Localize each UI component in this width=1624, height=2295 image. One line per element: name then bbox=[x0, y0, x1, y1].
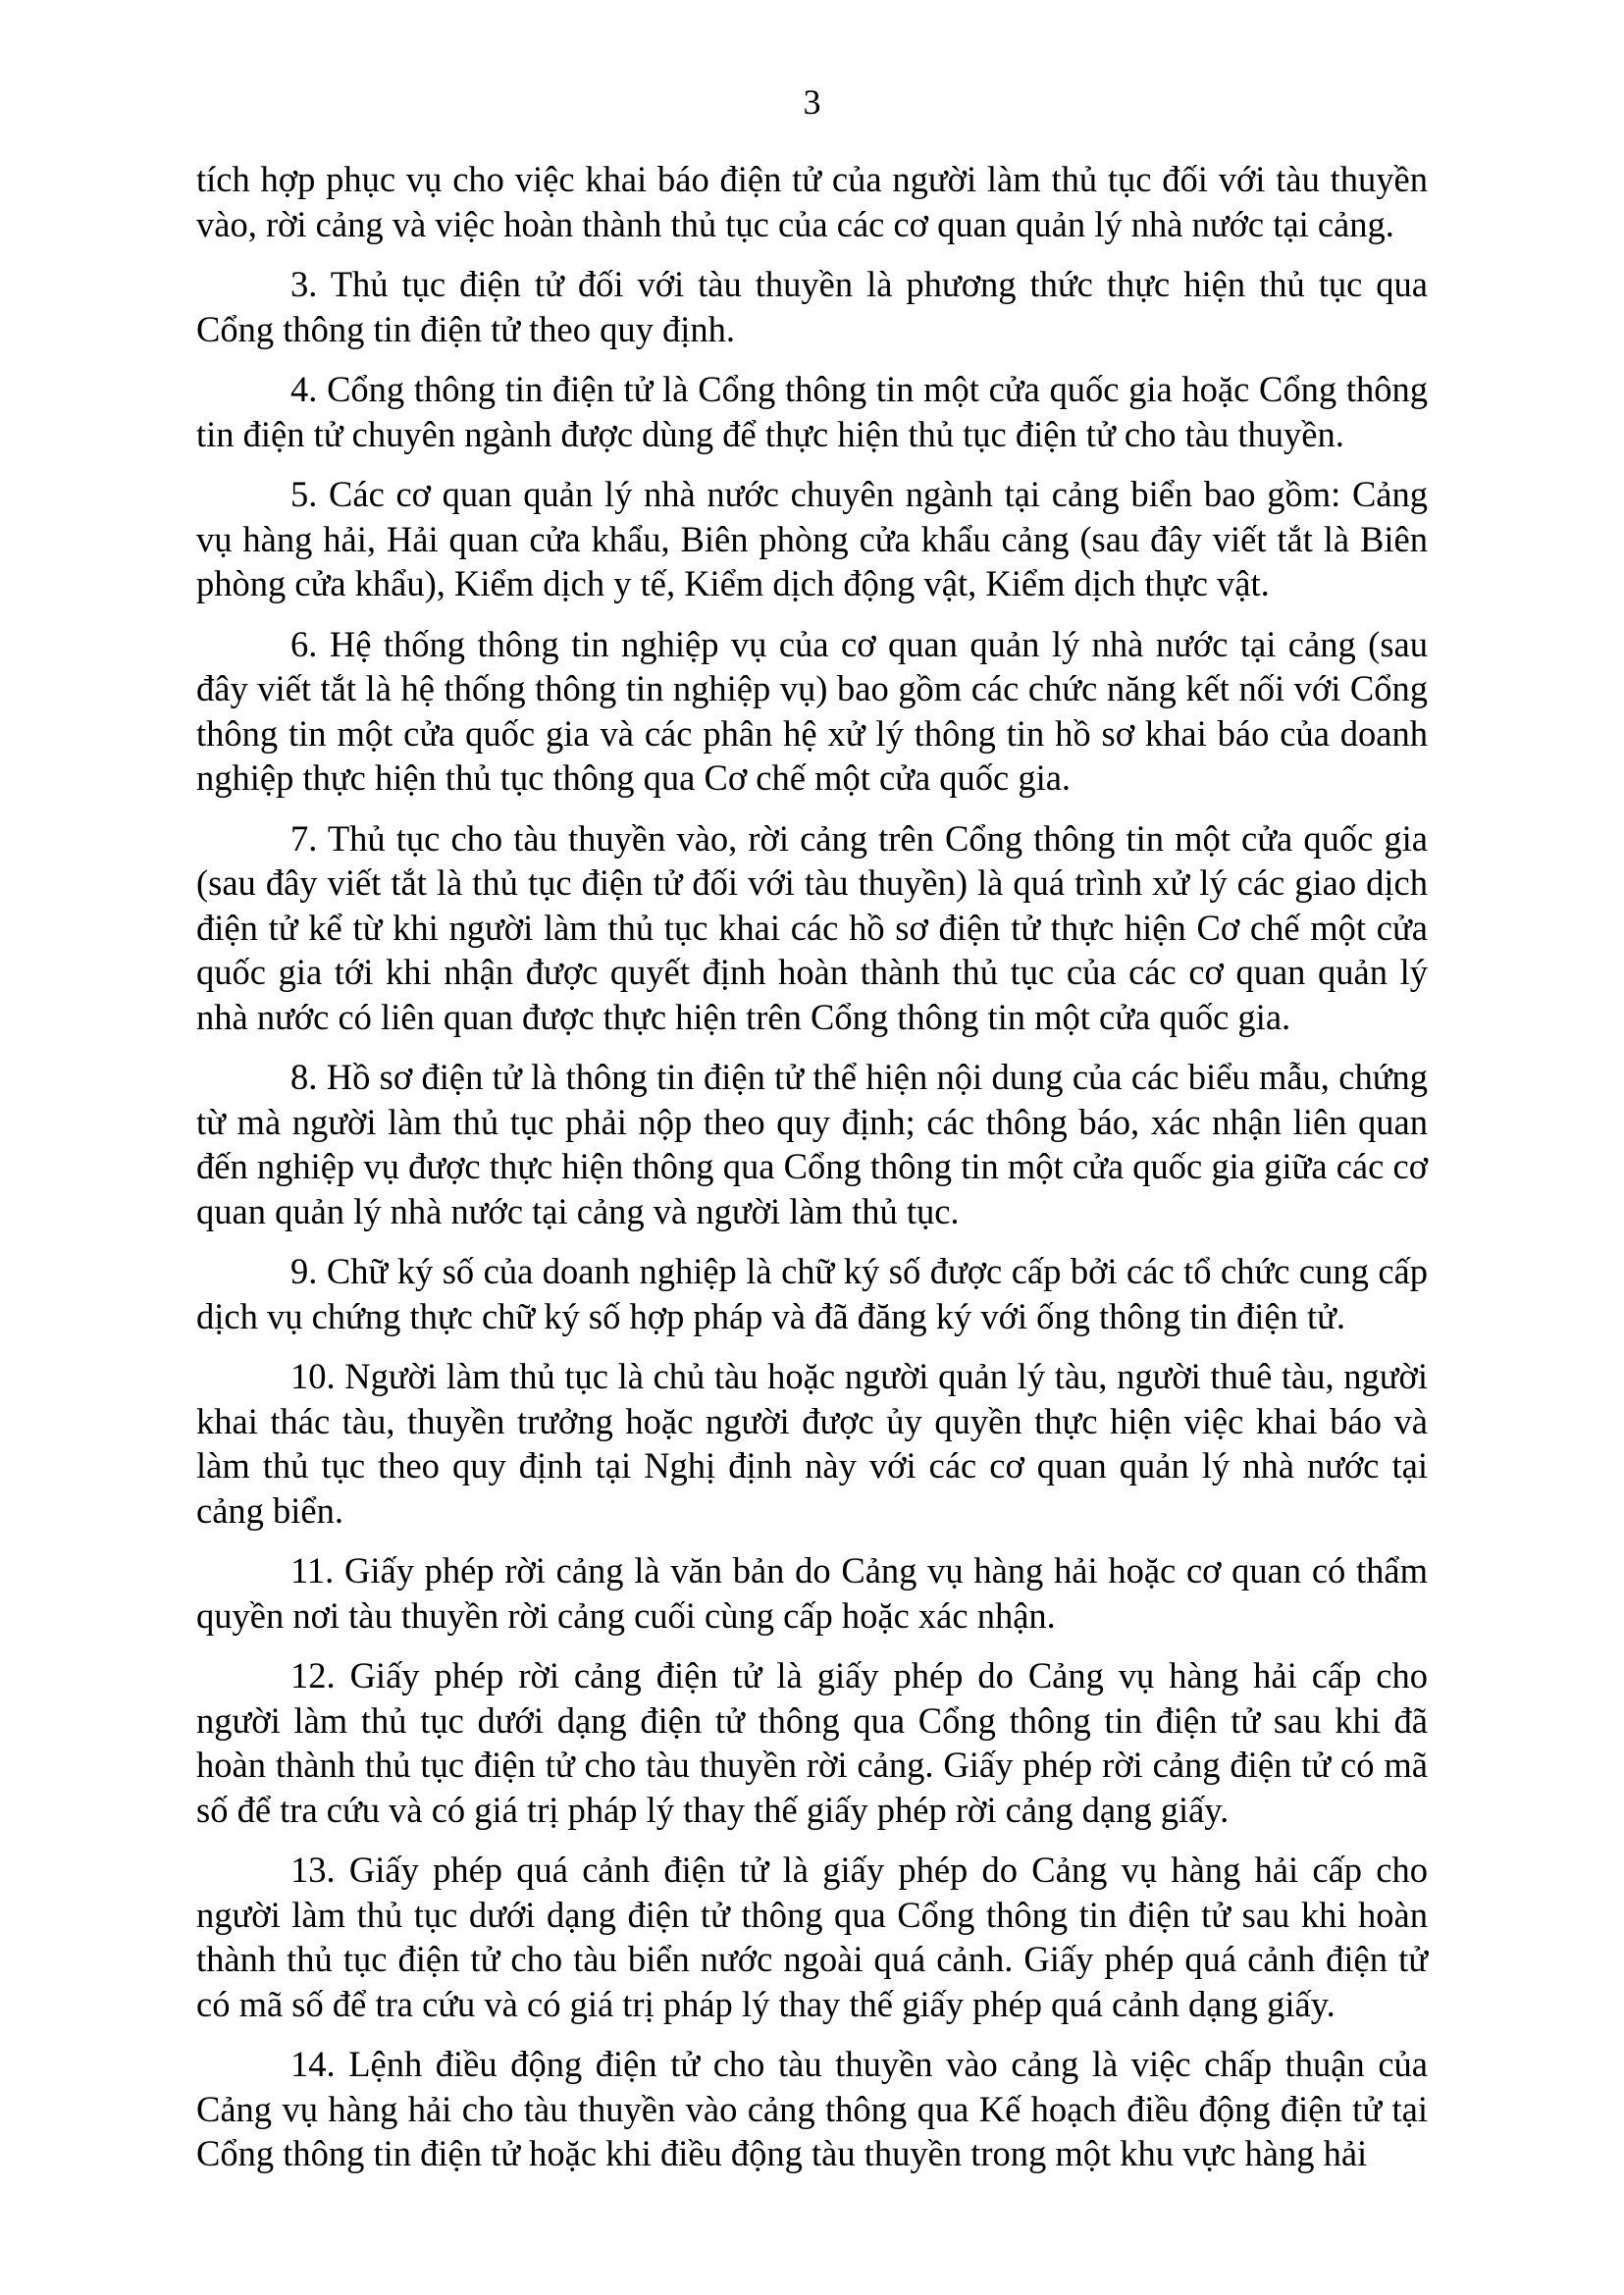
paragraph-continuation: tích hợp phục vụ cho việc khai báo điện tử của người làm thủ tục đối với tàu thuyền vào, rời cảng và việc hoàn thành thủ tục của các cơ quan quản lý nhà nước tại cảng. bbox=[196, 159, 1428, 244]
paragraph-clause-5: 5. Các cơ quan quản lý nhà nước chuyên ngành tại cảng biển bao gồm: Cảng vụ hàng hải, Hải quan cửa khẩu, Biên phòng cửa khẩu cảng (sau đây viết tắt là Biên phòng cửa khẩu), Kiểm dịch y tế, Kiểm dịch động vật, Kiểm dịch thực vật. bbox=[196, 474, 1428, 603]
paragraph-clause-13: 13. Giấy phép quá cảnh điện tử là giấy phép do Cảng vụ hàng hải cấp cho người làm thủ tục dưới dạng điện tử thông qua Cổng thông tin điện tử sau khi hoàn thành thủ tục điện tử cho tàu biển nước ngoài quá cảnh. Giấy phép quá cảnh điện tử có mã số để tra cứu và có giá trị pháp lý thay thế giấy phép quá cảnh dạng giấy. bbox=[196, 1850, 1428, 2024]
paragraph-clause-12: 12. Giấy phép rời cảng điện tử là giấy phép do Cảng vụ hàng hải cấp cho người làm thủ tục dưới dạng điện tử thông qua Cổng thông tin điện tử sau khi đã hoàn thành thủ tục điện tử cho tàu thuyền rời cảng. Giấy phép rời cảng điện tử có mã số để tra cứu và có giá trị pháp lý thay thế giấy phép rời cảng dạng giấy. bbox=[196, 1655, 1428, 1830]
paragraph-clause-3: 3. Thủ tục điện tử đối với tàu thuyền là phương thức thực hiện thủ tục qua Cổng thông tin điện tử theo quy định. bbox=[196, 264, 1428, 349]
paragraph-clause-14: 14. Lệnh điều động điện tử cho tàu thuyền vào cảng là việc chấp thuận của Cảng vụ hàng hải cho tàu thuyền vào cảng thông qua Kế hoạch điều động điện tử tại Cổng thông tin điện tử hoặc khi điều động tàu thuyền trong một khu vực hàng hải bbox=[196, 2044, 1428, 2173]
document-body bbox=[196, 157, 1428, 2192]
paragraph-clause-11: 11. Giấy phép rời cảng là văn bản do Cảng vụ hàng hải hoặc cơ quan có thẩm quyền nơi tàu thuyền rời cảng cuối cùng cấp hoặc xác nhận. bbox=[196, 1550, 1428, 1636]
paragraph-clause-8: 8. Hồ sơ điện tử là thông tin điện tử thể hiện nội dung của các biểu mẫu, chứng từ mà người làm thủ tục phải nộp theo quy định; các thông báo, xác nhận liên quan đến nghiệp vụ được thực hiện thông qua Cổng thông tin một cửa quốc gia giữa các cơ quan quản lý nhà nước tại cảng và người làm thủ tục. bbox=[196, 1057, 1428, 1231]
paragraph-clause-4: 4. Cổng thông tin điện tử là Cổng thông tin một cửa quốc gia hoặc Cổng thông tin điện tử chuyên ngành được dùng để thực hiện thủ tục điện tử cho tàu thuyền. bbox=[196, 369, 1428, 454]
paragraph-clause-6: 6. Hệ thống thông tin nghiệp vụ của cơ quan quản lý nhà nước tại cảng (sau đây viết tắt là hệ thống thông tin nghiệp vụ) bao gồm các chức năng kết nối với Cổng thông tin một cửa quốc gia và các phân hệ xử lý thông tin hồ sơ khai báo của doanh nghiệp thực hiện thủ tục thông qua Cơ chế một cửa quốc gia. bbox=[196, 623, 1428, 798]
paragraph-clause-9: 9. Chữ ký số của doanh nghiệp là chữ ký số được cấp bởi các tổ chức cung cấp dịch vụ chứng thực chữ ký số hợp pháp và đã đăng ký với ống thông tin điện tử. bbox=[196, 1251, 1428, 1336]
paragraph-clause-10: 10. Người làm thủ tục là chủ tàu hoặc người quản lý tàu, người thuê tàu, người khai thác tàu, thuyền trưởng hoặc người được ủy quyền thực hiện việc khai báo và làm thủ tục theo quy định tại Nghị định này với các cơ quan quản lý nhà nước tại cảng biển. bbox=[196, 1356, 1428, 1531]
page-number: 3 bbox=[803, 82, 821, 122]
paragraph-clause-7: 7. Thủ tục cho tàu thuyền vào, rời cảng trên Cổng thông tin một cửa quốc gia (sau đây viết tắt là thủ tục điện tử đối với tàu thuyền) là quá trình xử lý các giao dịch điện tử kể từ khi người làm thủ tục khai các hồ sơ điện tử thực hiện Cơ chế một cửa quốc gia tới khi nhận được quyết định hoàn thành thủ tục của các cơ quan quản lý nhà nước có liên quan được thực hiện trên Cổng thông tin một cửa quốc gia. bbox=[196, 817, 1428, 1037]
